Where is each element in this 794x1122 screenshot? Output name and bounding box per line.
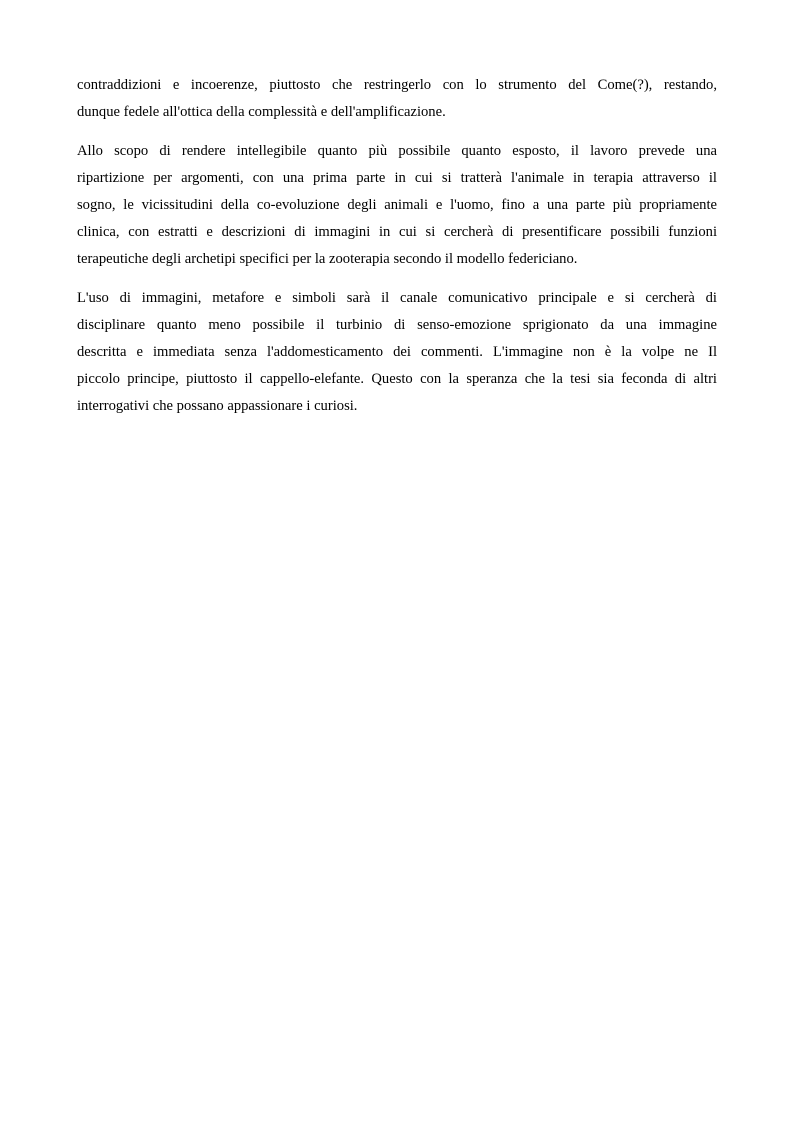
text-line: terapeutiche degli archetipi specifici per la zooterapia secondo il modello federiciano. [77, 251, 578, 267]
document-body [77, 72, 717, 432]
text-line: dunque fedele all'ottica della complessità e dell'amplificazione. [77, 104, 446, 120]
text-line: contraddizioni e incoerenze, piuttosto che restringerlo con lo strumento del Come(?), restando, [77, 77, 717, 93]
text-line: interrogativi che possano appassionare i curiosi. [77, 398, 358, 414]
text-line: Allo scopo di rendere intellegibile quanto più possibile quanto esposto, il lavoro prevede una [77, 143, 717, 159]
text-line: ripartizione per argomenti, con una prima parte in cui si tratterà l'animale in terapia attraverso il [77, 170, 717, 186]
text-line: piccolo principe, piuttosto il cappello-elefante. Questo con la speranza che la tesi sia feconda di altri [77, 371, 717, 387]
text-line: sogno, le vicissitudini della co-evoluzione degli animali e l'uomo, fino a una parte più propriamente [77, 197, 717, 213]
text-line: L'uso di immagini, metafore e simboli sarà il canale comunicativo principale e si cercherà di [77, 290, 717, 306]
text-line: descritta e immediata senza l'addomesticamento dei commenti. L'immagine non è la volpe ne Il [77, 344, 717, 360]
text-line: disciplinare quanto meno possibile il turbinio di senso-emozione sprigionato da una immagine [77, 317, 717, 333]
paragraph-2 [77, 138, 717, 273]
paragraph-1 [77, 72, 717, 126]
text-line: clinica, con estratti e descrizioni di immagini in cui si cercherà di presentificare possibili funzioni [77, 224, 717, 240]
paragraph-3 [77, 285, 717, 420]
